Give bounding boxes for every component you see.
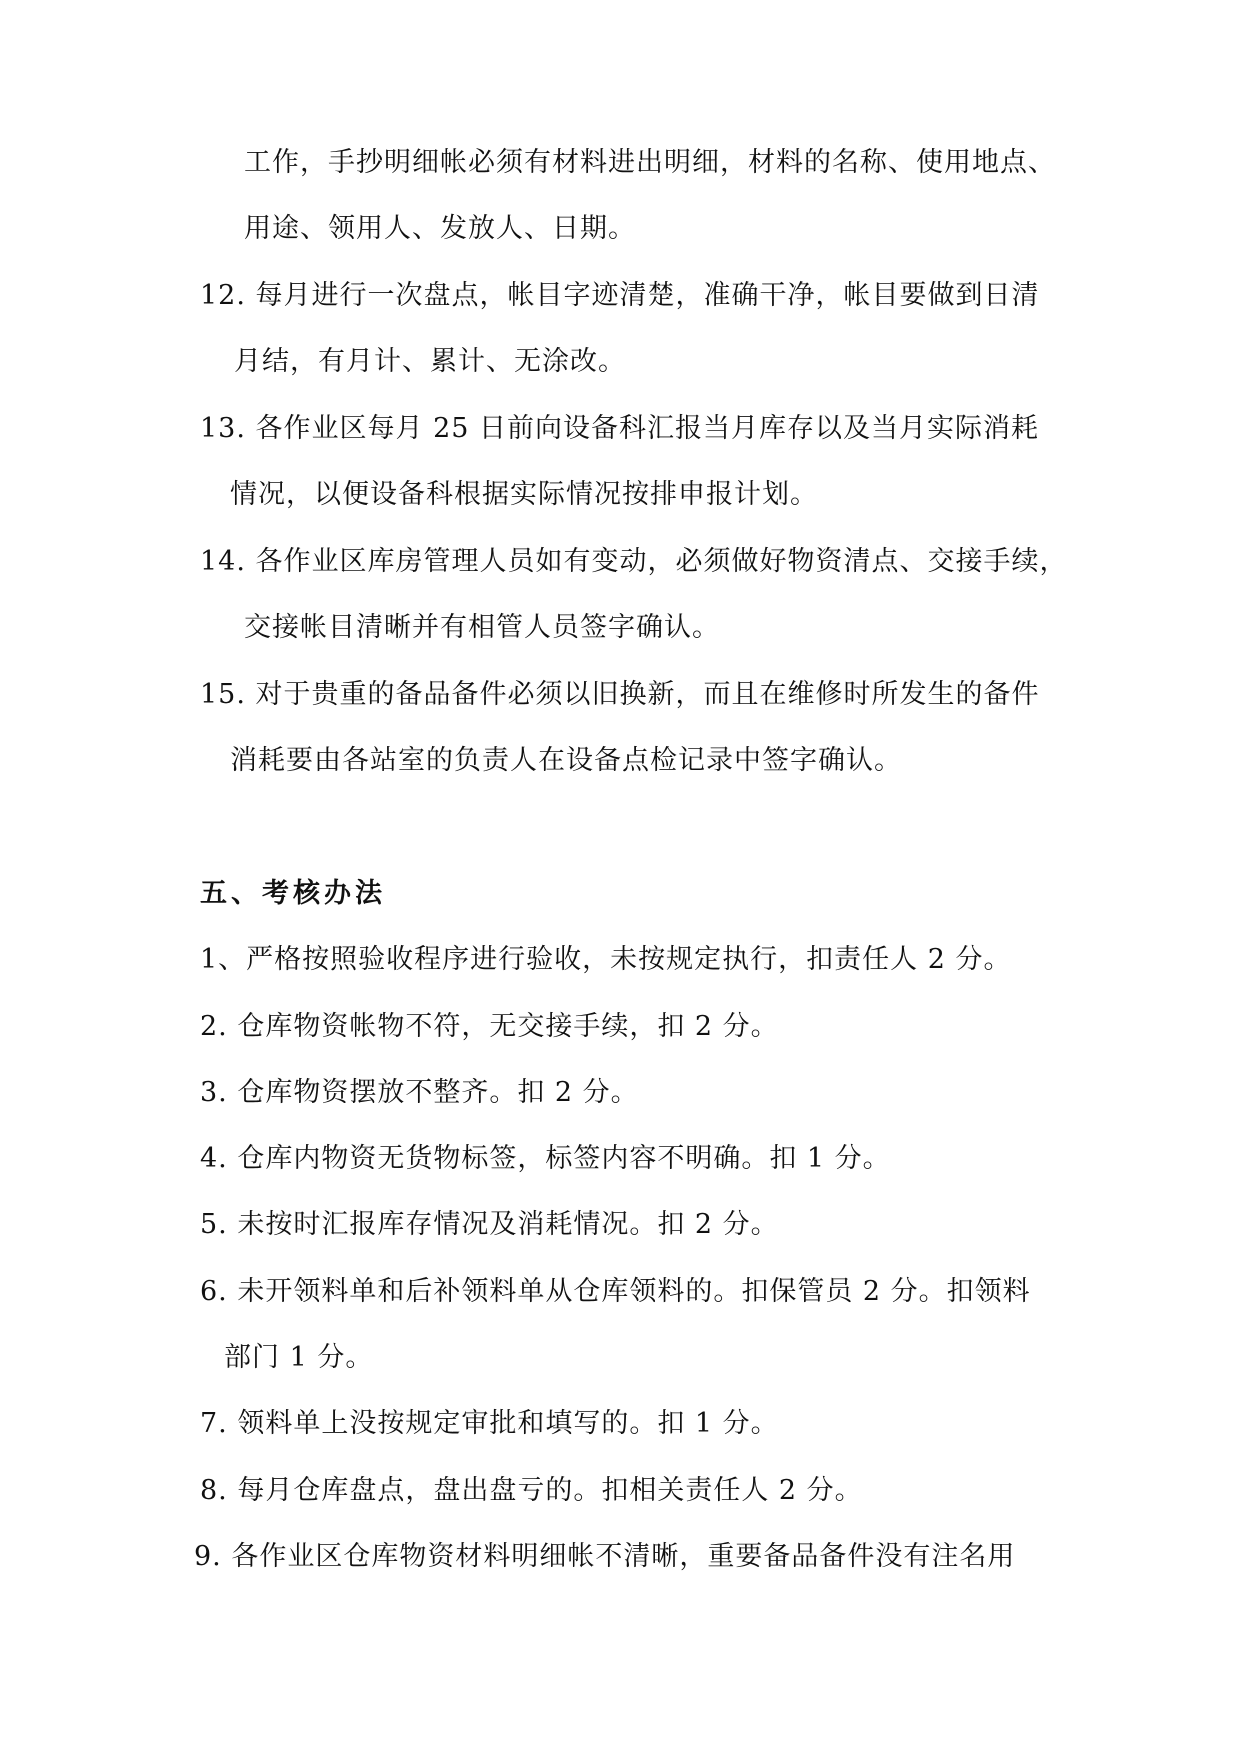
list-item-12-continuation: 月结，有月计、累计、无涂改。 <box>234 346 626 377</box>
paragraph-line: 用途、领用人、发放人、日期。 <box>244 213 636 244</box>
list-item: 2. 仓库物资帐物不符，无交接手续，扣 2 分。 <box>200 1011 779 1042</box>
section-heading: 五、考核办法 <box>200 878 386 909</box>
list-item-continuation: 部门 1 分。 <box>224 1342 374 1373</box>
list-item-15: 15. 对于贵重的备品备件必须以旧换新，而且在维修时所发生的备件 <box>200 679 1040 710</box>
paragraph-line: 工作，手抄明细帐必须有材料进出明细，材料的名称、使用地点、 <box>244 147 1056 178</box>
list-item-12: 12. 每月进行一次盘点，帐目字迹清楚，准确干净，帐目要做到日清 <box>200 280 1040 311</box>
list-item: 4. 仓库内物资无货物标签，标签内容不明确。扣 1 分。 <box>200 1143 891 1174</box>
list-item: 1、严格按照验收程序进行验收，未按规定执行，扣责任人 2 分。 <box>200 944 1012 975</box>
list-item-13: 13. 各作业区每月 25 日前向设备科汇报当月库存以及当月实际消耗 <box>200 413 1040 444</box>
list-item: 8. 每月仓库盘点，盘出盘亏的。扣相关责任人 2 分。 <box>200 1475 863 1506</box>
list-item-13-continuation: 情况，以便设备科根据实际情况按排申报计划。 <box>230 479 818 510</box>
list-item: 7. 领料单上没按规定审批和填写的。扣 1 分。 <box>200 1408 779 1439</box>
list-item: 5. 未按时汇报库存情况及消耗情况。扣 2 分。 <box>200 1209 779 1240</box>
list-item: 6. 未开领料单和后补领料单从仓库领料的。扣保管员 2 分。扣领料 <box>200 1276 1031 1307</box>
list-item: 9. 各作业区仓库物资材料明细帐不清晰，重要备品备件没有注名用 <box>194 1541 1016 1572</box>
list-item-15-continuation: 消耗要由各站室的负责人在设备点检记录中签字确认。 <box>230 745 902 776</box>
list-item-14-continuation: 交接帐目清晰并有相管人员签字确认。 <box>244 612 720 643</box>
list-item-14: 14. 各作业区库房管理人员如有变动，必须做好物资清点、交接手续， <box>200 546 1068 577</box>
list-item: 3. 仓库物资摆放不整齐。扣 2 分。 <box>200 1077 639 1108</box>
